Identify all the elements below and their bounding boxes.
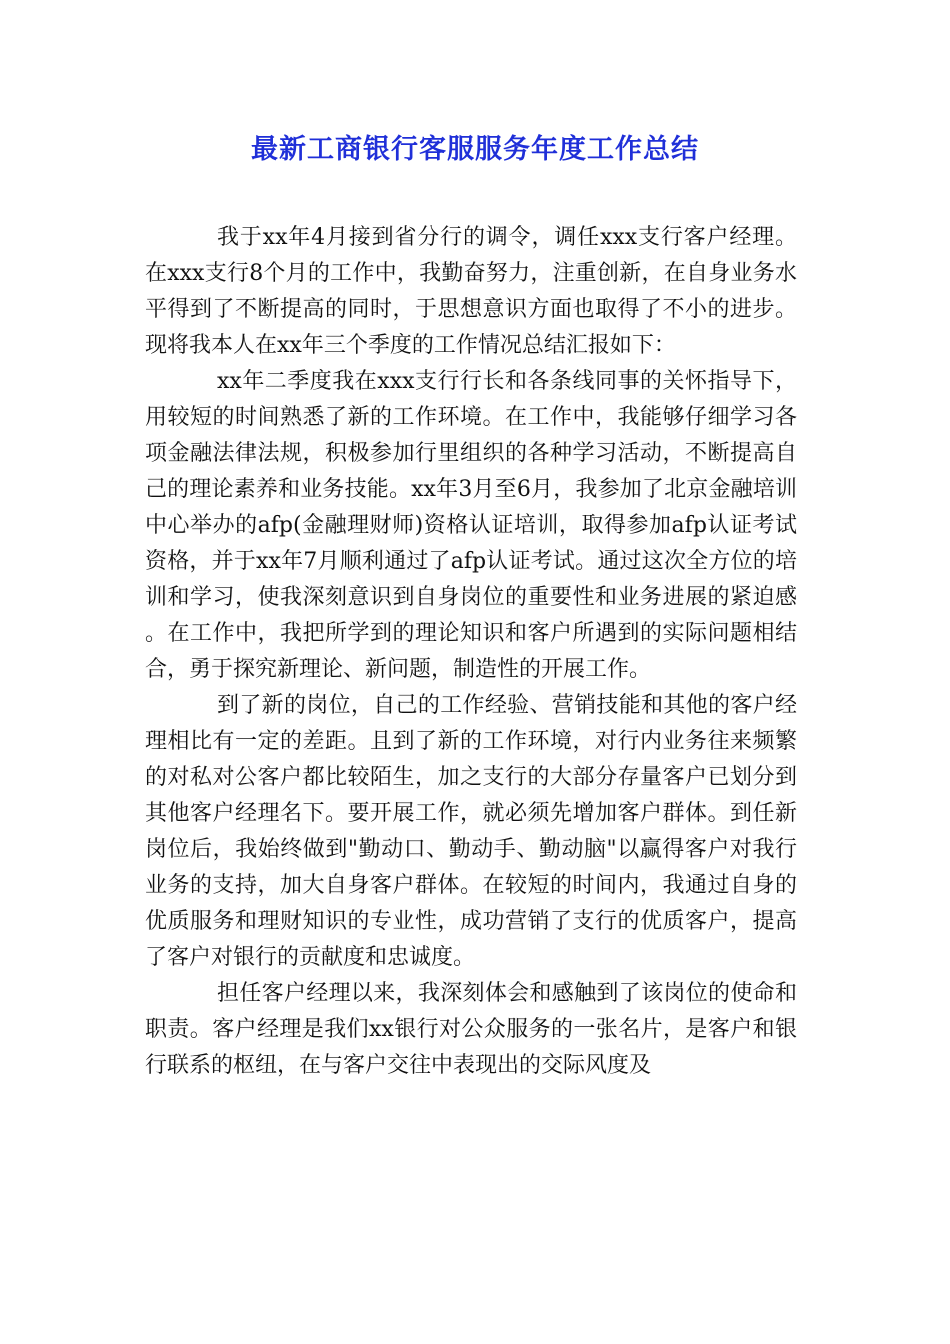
paragraph: xx年二季度我在xxx支行行长和各条线同事的关怀指导下，用较短的时间熟悉了新的工作环境。在工作中，我能够仔细学习各项金融法律法规，积极参加行里组织的各种学习活动，不断提高自己的理论素养和业务技能。xx年3月至6月，我参加了北京金融培训中心举办的afp(金融理财师)资格认证培训，取得参加afp认证考试资格，并于xx年7月顺利通过了afp认证考试。通过这次全方位的培训和学习，使我深刻意识到自身岗位的重要性和业务进展的紧迫感。在工作中，我把所学到的理论知识和客户所遇到的实际问题相结合，勇于探究新理论、新问题，制造性的开展工作。	[145, 369, 797, 682]
paragraph: 到了新的岗位，自己的工作经验、营销技能和其他的客户经理相比有一定的差距。且到了新的工作环境，对行内业务往来频繁的对私对公客户都比较陌生，加之支行的大部分存量客户已划分到其他客户经理名下。要开展工作，就必须先增加客户群体。到任新岗位后，我始终做到"勤动口、勤动手、勤动脑"以赢得客户对我行业务的支持，加大自身客户群体。在较短的时间内，我通过自身的优质服务和理财知识的专业性，成功营销了支行的优质客户，提高了客户对银行的贡献度和忠诚度。	[145, 693, 797, 970]
paragraph: 担任客户经理以来，我深刻体会和感触到了该岗位的使命和职责。客户经理是我们xx银行对公众服务的一张名片，是客户和银行联系的枢纽，在与客户交往中表现出的交际风度及	[145, 981, 797, 1078]
document-title: 最新工商银行客服服务年度工作总结	[251, 134, 699, 165]
paragraph: 我于xx年4月接到省分行的调令，调任xxx支行客户经理。在xxx支行8个月的工作中，我勤奋努力，注重创新，在自身业务水平得到了不断提高的同时，于思想意识方面也取得了不小的进步。现将我本人在xx年三个季度的工作情况总结汇报如下：	[145, 225, 797, 358]
document-body	[145, 220, 797, 1084]
